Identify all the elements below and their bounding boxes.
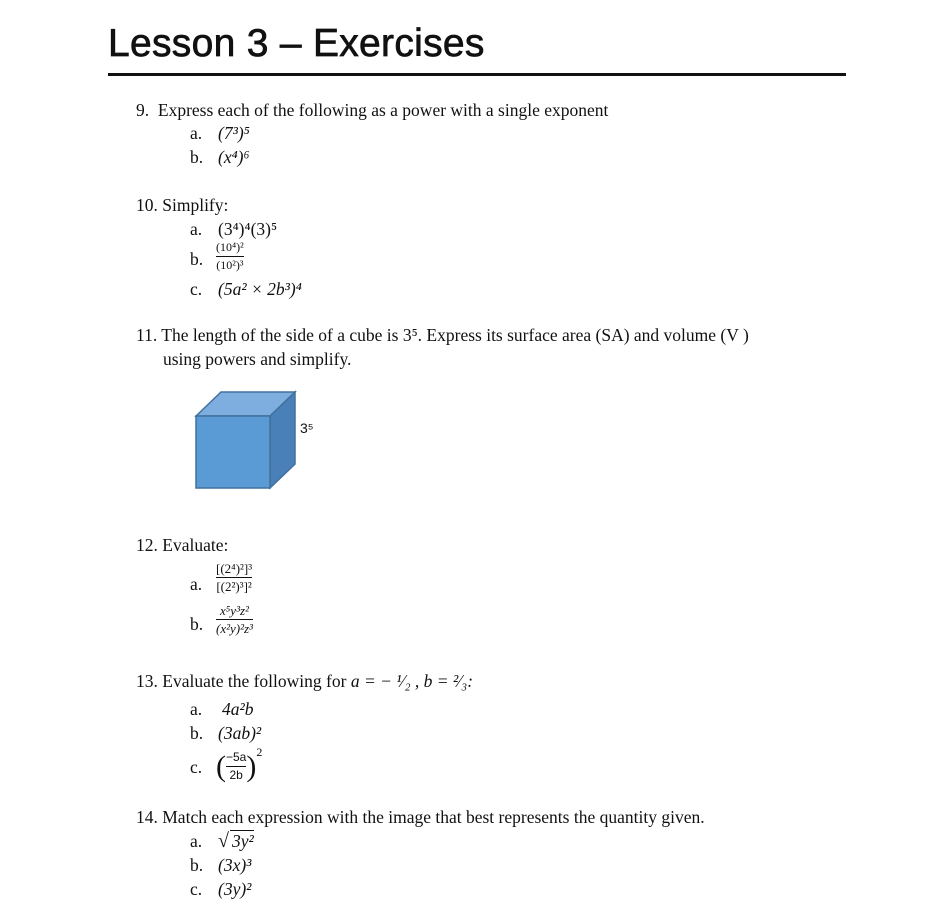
part-label: c. xyxy=(190,279,203,299)
math-expression: (3⁴)⁴(3)⁵ xyxy=(218,219,278,239)
math-expression: (3x)³ xyxy=(218,855,252,875)
exponent: 2 xyxy=(256,745,263,759)
question-text: Express each of the following as a power with a single exponent xyxy=(157,100,609,120)
fraction xyxy=(226,751,246,782)
math-expression: 4a²b xyxy=(222,699,254,719)
math-expression: (x⁴)⁶ xyxy=(218,147,250,167)
part-label: a. xyxy=(190,123,203,143)
math-expression: √ 3y² xyxy=(218,830,254,852)
part-label: a. xyxy=(190,219,203,239)
page-title: Lesson 3 – Exercises xyxy=(108,22,485,65)
numerator: −5a xyxy=(226,750,247,764)
fraction-bar xyxy=(216,577,252,578)
part-label: a. xyxy=(190,699,203,719)
part-label: b. xyxy=(190,249,204,269)
numerator: x⁵y³z² xyxy=(220,603,249,618)
part-label: b. xyxy=(190,723,204,743)
denominator: (10²)³ xyxy=(216,258,244,272)
denominator: (x²y)²z³ xyxy=(216,621,253,636)
question-text: Match each expression with the image that best represents the quantity given. xyxy=(162,807,705,827)
question-number: 14. xyxy=(136,807,158,827)
question-number: 11. xyxy=(136,325,158,345)
part-label: a. xyxy=(190,574,203,594)
cube-side-label: 3⁵ xyxy=(300,420,314,436)
part-label: c. xyxy=(190,879,203,899)
question-text: Evaluate: xyxy=(162,535,229,555)
cube-front-face xyxy=(196,416,270,488)
question-13 xyxy=(136,671,473,691)
question-12 xyxy=(136,535,228,555)
part-label: b. xyxy=(190,147,204,167)
denominator: [(2²)³]² xyxy=(216,579,252,594)
numerator: (10⁴)² xyxy=(216,240,244,254)
math-expression: (7³)⁵ xyxy=(218,123,250,143)
denominator: 2b xyxy=(229,768,243,782)
question-number: 9. xyxy=(136,100,150,120)
math-condition: a = − ¹⁄₂ , b = ²⁄₃: xyxy=(350,671,474,691)
question-number: 12. xyxy=(136,535,158,555)
fraction xyxy=(216,562,252,593)
question-text: Simplify: xyxy=(162,195,229,215)
fraction-bar xyxy=(226,766,246,767)
question-14 xyxy=(136,807,705,827)
question-number: 10. xyxy=(136,195,158,215)
question-text-continued: using powers and simplify. xyxy=(163,349,352,369)
question-number: 13. xyxy=(136,671,158,691)
part-label: b. xyxy=(190,855,204,875)
left-paren: ( xyxy=(216,749,226,783)
part-label: a. xyxy=(190,831,203,851)
question-text: Evaluate the following for xyxy=(162,671,347,691)
parenthesized-fraction xyxy=(216,745,263,783)
radicand: 3y² xyxy=(231,831,254,851)
math-expression: (3ab)² xyxy=(218,723,262,743)
fraction-bar xyxy=(216,619,253,620)
fraction xyxy=(216,604,253,635)
math-expression: (5a² × 2b³)⁴ xyxy=(218,279,302,299)
numerator: [(2⁴)²]³ xyxy=(216,561,253,576)
part-label: c. xyxy=(190,757,203,777)
part-label: b. xyxy=(190,614,204,634)
math-expression: (3y)² xyxy=(218,879,252,899)
question-text: The length of the side of a cube is 3⁵. Express its surface area (SA) and volume (V ) xyxy=(161,325,749,345)
right-paren: ) xyxy=(246,749,257,783)
